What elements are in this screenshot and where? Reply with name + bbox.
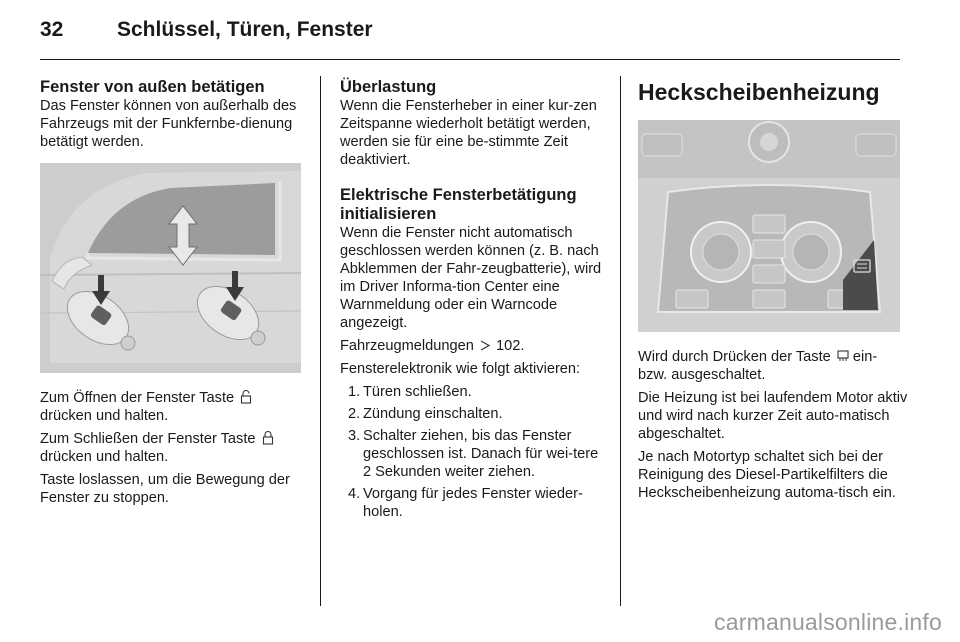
section-heading-rear-window-heating: Heckscheibenheizung: [638, 79, 880, 105]
column-3: [638, 78, 908, 507]
activate-paragraph: Fensterelektronik wie folgt aktivieren:: [340, 361, 581, 377]
overload-paragraph: Wenn die Fensterheber in einer kur-zen Zeitspanne wiederholt betätigt werden, werden sie für eine be-stimmte Zeit deaktiviert.: [340, 98, 597, 168]
step-item: 3. Schalter ziehen, bis das Fenster geschlossen ist. Danach für wei-tere 2 Sekunden weiter ziehen.: [348, 428, 599, 480]
window-remote-drawing: [40, 163, 301, 373]
vehicle-messages-page-link[interactable]: 102.: [496, 338, 525, 354]
open-instruction-text: Zum Öffnen der Fenster Taste: [40, 390, 235, 406]
intro-paragraph: Das Fenster können von außerhalb des Fahrzeugs mit der Funkfernbe-dienung betätigt werden.: [40, 98, 297, 150]
press-instruction: [638, 348, 908, 384]
climate-panel-drawing: [638, 120, 900, 332]
close-instruction: [40, 430, 305, 466]
column-2: [340, 78, 608, 525]
heating-paragraph: Die Heizung ist bei laufendem Motor aktiv und wird nach kurzer Zeit auto-matisch abgeschaltet.: [638, 390, 908, 442]
column-divider-2: [620, 76, 621, 606]
step-item: 2. Zündung einschalten.: [348, 406, 503, 422]
initialize-paragraph: Wenn die Fenster nicht automatisch geschlossen werden können (z. B. nach Abklemmen der Fahr-zeugbatterie), wird im Driver Informa-tion Center eine Warnmeldung oder ein Warncode angezeigt.: [340, 225, 602, 331]
close-instruction-text: Zum Schließen der Fenster Taste: [40, 431, 256, 447]
vehicle-messages-reference: [340, 337, 608, 355]
climate-panel-illustration: [638, 120, 900, 332]
section-heading-initialize: Elektrische Fensterbetätigung initialisieren: [340, 186, 577, 223]
header-rule: [40, 59, 900, 60]
window-remote-illustration: [40, 163, 301, 373]
step-item: 4. Vorgang für jedes Fenster wieder-holen.: [348, 486, 583, 520]
unlock-icon: [240, 390, 252, 404]
vehicle-messages-text: Fahrzeugmeldungen: [340, 338, 474, 354]
activation-steps: [340, 383, 608, 521]
chapter-title: Schlüssel, Türen, Fenster: [117, 18, 373, 41]
lock-icon: [262, 431, 274, 445]
open-instruction: [40, 389, 305, 425]
press-instruction-text: Wird durch Drücken der Taste: [638, 349, 831, 365]
rear-window-heating-icon: [837, 349, 849, 363]
site-watermark: carmanualsonline.info: [714, 609, 942, 635]
press-instruction-end: ein- bzw. ausgeschaltet.: [638, 349, 878, 383]
section-heading-overload: Überlastung: [340, 78, 437, 96]
column-1: [40, 78, 305, 512]
column-divider-1: [320, 76, 321, 606]
open-instruction-end: drücken und halten.: [40, 408, 169, 424]
page-reference-arrow-icon: [480, 340, 490, 351]
release-instruction: Taste loslassen, um die Bewegung der Fenster zu stoppen.: [40, 472, 290, 506]
step-item: 1. Türen schließen.: [348, 384, 472, 400]
engine-type-paragraph: Je nach Motortyp schaltet sich bei der Reinigung des Diesel-Partikelfilters die Heckscheibenheizung automa-tisch ein.: [638, 449, 896, 501]
close-instruction-end: drücken und halten.: [40, 449, 169, 465]
section-heading-exterior: Fenster von außen betätigen: [40, 78, 265, 96]
page-number: 32: [40, 18, 64, 41]
